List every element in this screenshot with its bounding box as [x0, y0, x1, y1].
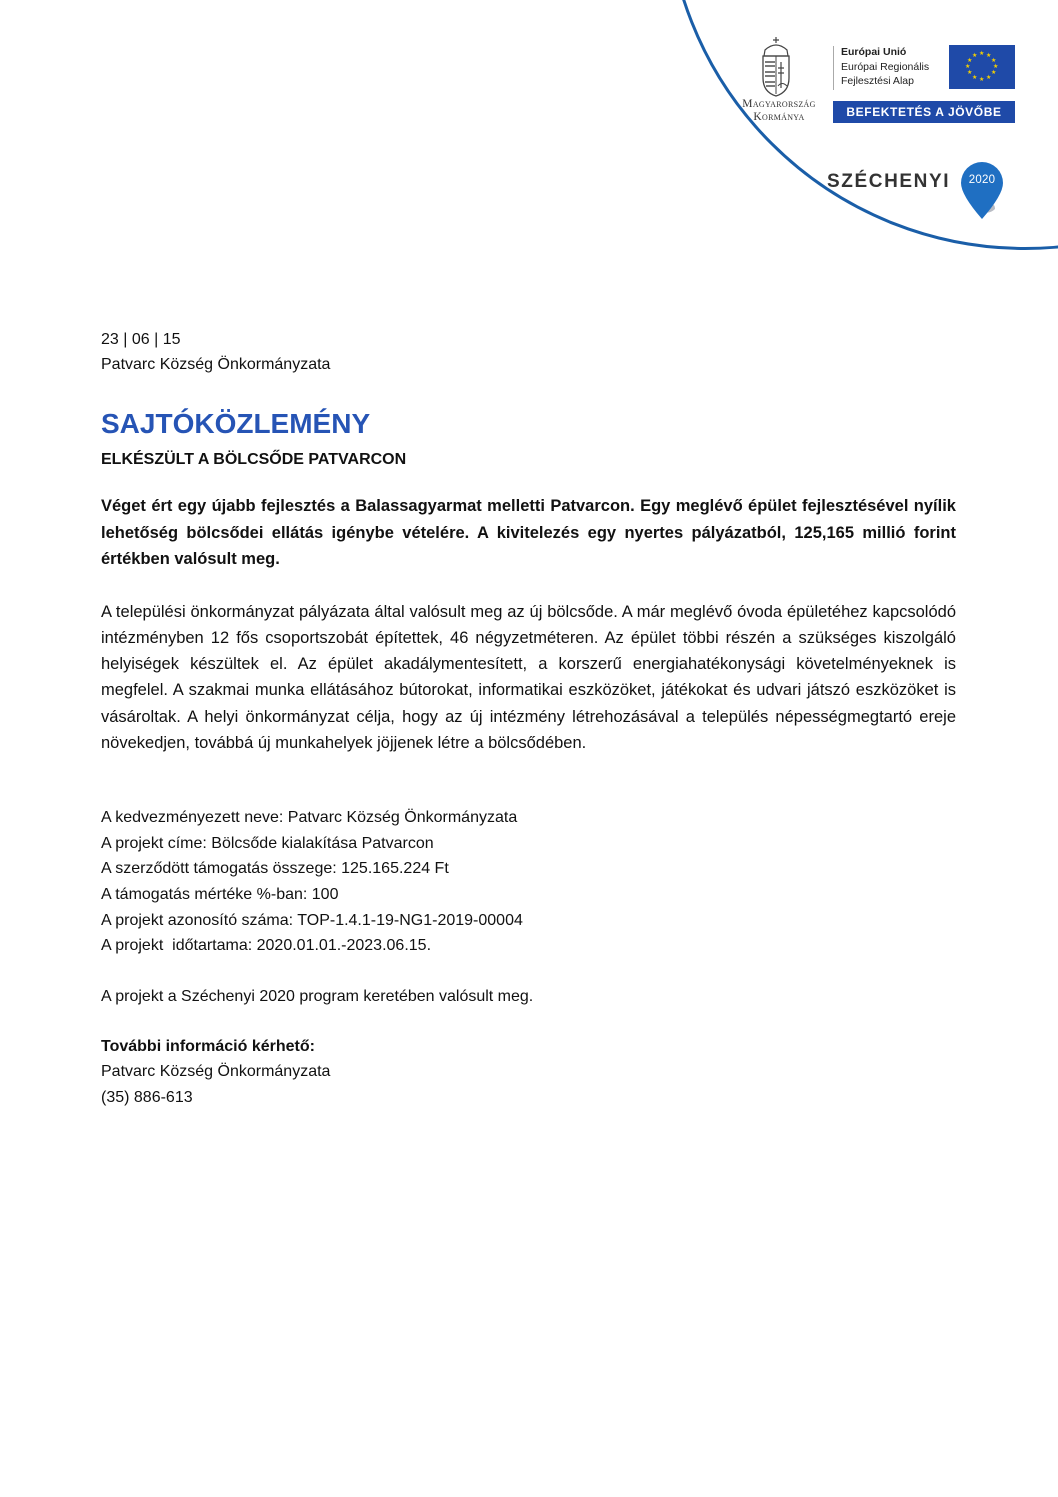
- page-title: SAJTÓKÖZLEMÉNY: [101, 408, 371, 439]
- lead-paragraph: Véget ért egy újabb fejlesztés a Balassagyarmat melletti Patvarcon. Egy meglévő épület fejlesztésével nyílik lehetőség bölcsődei ellátás igénybe vételére. A kivitelezés egy nyertes pályázatból, 125,165 millió forint értékben valósult meg.: [101, 497, 956, 568]
- body-paragraph: A települési önkormányzat pályázata által valósult meg az új bölcsőde. A már meglévő óvoda épületéhez kapcsolódó intézményben 12 fős csoportszobát építettek, 46 négyzetméteren. Az épület többi részén a szükséges kiszolgáló helyiségek készültek el. Az épület akadálymentesített, a korszerű energiahatékonysági követelményeknek is megfelel. A szakmai munka ellátásához bútorokat, informatikai eszközöket, játékokat és udvari játszó eszközöket is vásároltak. A helyi önkormányzat célja, hogy az új intézmény létrehozásával a település népességmegtartó ereje növekedjen, továbbá új munkahelyek jöjjenek létre a bölcsődében.: [101, 602, 956, 752]
- contact-phone: (35) 886-613: [101, 1089, 193, 1107]
- header-logos: [0, 0, 1058, 300]
- hungarian-coat-of-arms-icon: [757, 36, 795, 98]
- page-subtitle: ELKÉSZÜLT A BÖLCSŐDE PATVARCON: [101, 451, 407, 468]
- government-logo-text: Magyarország Kormánya: [742, 98, 816, 123]
- contact-info: [101, 1034, 956, 1111]
- project-facts: [101, 805, 956, 959]
- eu-logo-text: Európai Unió Európai Regionális Fejlesztési Alap: [841, 46, 930, 87]
- eu-flag-icon: ★ ★ ★ ★ ★ ★ ★ ★ ★ ★ ★ ★: [949, 45, 1015, 89]
- issuer: Patvarc Község Önkormányzata: [101, 356, 331, 373]
- fact-project-title: A projekt címe: Bölcsőde kialakítása Patvarcon: [101, 834, 434, 852]
- release-date: 23 | 06 | 15: [101, 331, 181, 348]
- fact-grant-rate: A támogatás mértéke %-ban: 100: [101, 886, 339, 904]
- szechenyi-logo-text: SZÉCHENYI: [827, 171, 951, 192]
- eu-banner: BEFEKTETÉS A JÖVŐBE: [833, 101, 1015, 123]
- fact-beneficiary: A kedvezményezett neve: Patvarc Község Önkormányzata: [101, 809, 518, 827]
- szechenyi-year: 2020: [968, 174, 996, 186]
- fact-grant-amount: A szerződött támogatás összege: 125.165.224 Ft: [101, 860, 449, 878]
- document-meta: [101, 327, 956, 377]
- contact-label: További információ kérhető:: [101, 1037, 315, 1055]
- logo-divider: [833, 46, 834, 90]
- program-note: A projekt a Széchenyi 2020 program keretében valósult meg.: [101, 987, 534, 1005]
- location-pin-icon: [959, 161, 1005, 221]
- fact-duration: A projekt időtartama: 2020.01.01.-2023.06.15.: [101, 937, 432, 955]
- fact-project-id: A projekt azonosító száma: TOP-1.4.1-19-NG1-2019-00004: [101, 911, 523, 929]
- press-release: [101, 327, 956, 1111]
- contact-name: Patvarc Község Önkormányzata: [101, 1063, 331, 1081]
